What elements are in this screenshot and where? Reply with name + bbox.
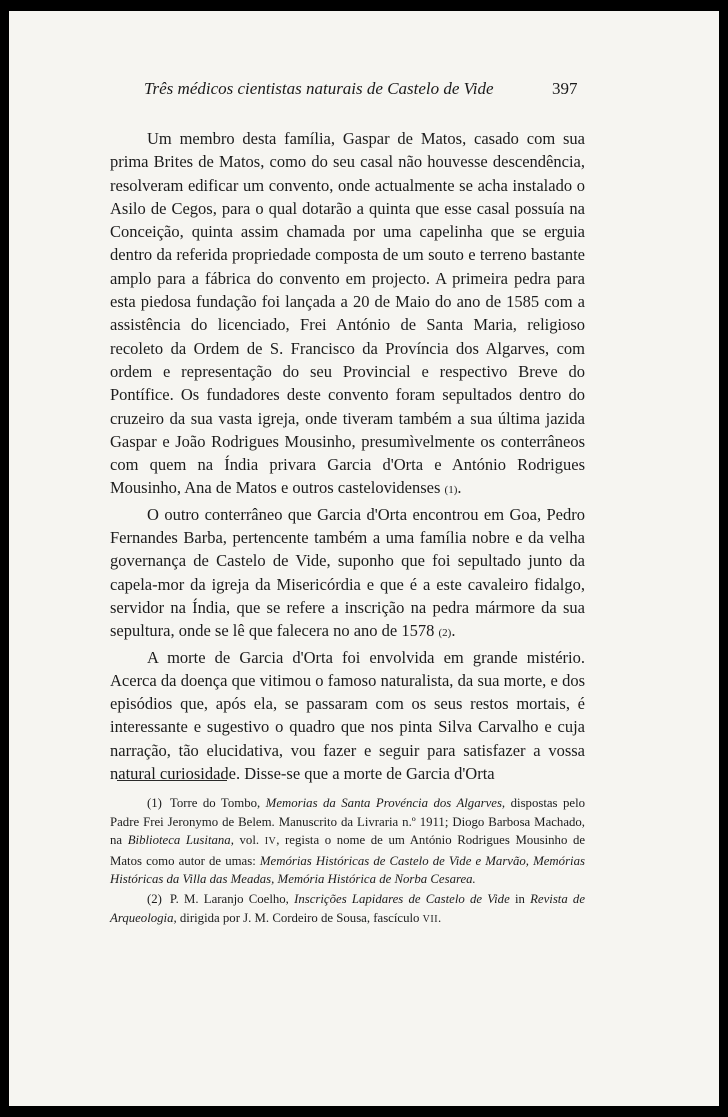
footnote-2-a: P. M. Laranjo Coelho, <box>169 891 289 906</box>
footnote-2 <box>110 890 585 929</box>
footnote-1-g: , regista o nome de um António Rodrigues Mousinho de Matos como autor de umas: <box>110 833 586 868</box>
footnote-1 <box>110 794 585 889</box>
paragraph-3 <box>110 646 585 786</box>
footnote-1-d: Biblioteca Lusitana, <box>127 833 234 848</box>
footnote-1-c: dispostas pelo Padre Frei Jeronymo de Belem. Manuscrito da Livraria n.º 1911; Diogo Barbosa Machado, na <box>110 796 586 848</box>
running-head-title: Três médicos cientistas naturais de Castelo de Vide <box>144 79 494 98</box>
footnote-1-h: Memórias Históricas de Castelo de Vide e Marvão, Memórias Históricas da Villa das Meadas, Memória Histórica de Norba Cesarea. <box>110 853 585 887</box>
footnote-1-e: vol. <box>239 833 260 848</box>
footnotes <box>110 794 585 930</box>
footnote-2-c: in <box>514 891 525 906</box>
footnote-2-d: Revista de Arqueologia, <box>110 891 586 925</box>
paragraph-1-end: . <box>457 478 462 498</box>
page-number: 397 <box>552 79 578 98</box>
footnote-1-a: Torre do Tombo, <box>169 796 261 810</box>
footnote-1-mark: (1) <box>147 796 162 810</box>
footnote-divider <box>117 780 227 781</box>
footnote-2-b: Inscrições Lapidares de Castelo de Vide <box>294 891 510 906</box>
running-head <box>9 79 719 103</box>
footnote-ref-1: (1) <box>444 484 458 497</box>
paragraph-2-text: O outro conterrâneo que Garcia d'Orta encontrou em Goa, Pedro Fernandes Barba, pertencente também a uma família nobre e da velha governança de Castelo de Vide, suponho que foi sepultado junto da capela-mor da igreja da Misericórdia e que é a este cavaleiro fidalgo, servidor na Índia, que se refere a inscrição na pedra mármore da sua sepultura, onde se lê que falecera no ano de 1578 <box>110 504 585 641</box>
footnote-2-f: VII <box>422 913 439 925</box>
footnote-1-f: IV <box>264 836 277 848</box>
footnote-2-mark: (2) <box>147 891 162 906</box>
footnote-ref-2: (2) <box>438 627 452 640</box>
paragraph-3-text: A morte de Garcia d'Orta foi envolvida em grande mistério. Acerca da doença que vitimou o famoso naturalista, da sua morte, e dos episódios que, após ela, se passaram com os seus restos mortais, é interessante e sugestivo o quadro que nos pinta Silva Carvalho e cuja narração, tão elucidativa, vou fazer e seguir para satisfazer a vossa natural curiosidade. Disse-se que a morte de Garcia d'Orta <box>110 647 585 784</box>
footnote-2-g: . <box>438 910 442 925</box>
paragraph-1 <box>110 127 585 503</box>
body-text <box>110 127 585 785</box>
book-page <box>9 11 719 1106</box>
footnote-1-b: Memorias da Santa Provéncia dos Algarves, <box>265 796 506 810</box>
paragraph-1-text: Um membro desta família, Gaspar de Matos, casado com sua prima Brites de Matos, como do seu casal não houvesse descendência, resolveram edificar um convento, onde actualmente se acha instalado o Asilo de Cegos, para o qual dotarão a quinta que esse casal possuía na Conceição, quinta assim chamada por uma capelinha que se erguia dentro da referida propriedade composta de um souto e terreno bastante amplo para a fábrica do convento em projecto. A primeira pedra para esta piedosa fundação foi lançada a 20 de Maio do ano de 1585 com a assistência do licenciado, Frei António de Santa Maria, religioso recoleto da Ordem de S. Francisco da Província dos Algarves, com ordem e representação do seu Provincial e respectivo Breve do Pontífice. Os fundadores deste convento foram sepultados dentro do cruzeiro da sua vasta igreja, onde tiveram também a sua última jazida Gaspar e João Rodrigues Mousinho, presumìvelmente os conterrâneos com quem na Índia privara Garcia d'Orta e António Rodrigues Mousinho, Ana de Matos e outros castelovidenses <box>110 129 585 498</box>
footnote-2-e: dirigida por J. M. Cordeiro de Sousa, fascículo <box>179 910 420 925</box>
paragraph-2-end: . <box>451 621 456 641</box>
paragraph-2 <box>110 503 585 646</box>
